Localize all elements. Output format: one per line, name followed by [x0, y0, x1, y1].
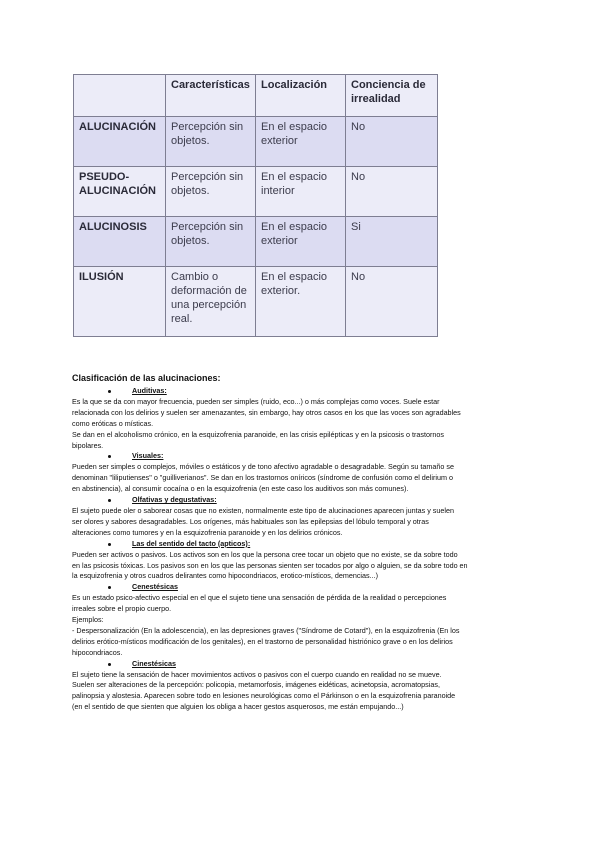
table-row-label: ALUCINOSIS [74, 217, 166, 267]
bullet-icon [108, 455, 111, 458]
subsection-label: Cinestésicas [132, 658, 176, 668]
list-item [72, 451, 532, 462]
paragraph-line: bipolares. [72, 440, 104, 450]
bullet-icon [108, 390, 111, 393]
table-cell: No [346, 117, 438, 167]
table-cell: En el espacio interior [256, 167, 346, 217]
table-row-label: ILUSIÓN [74, 267, 166, 337]
subsection-label: Visuales: [132, 451, 164, 461]
paragraph-line: palinopsia y alostesia. Aparecen sobre todo en lesiones neurológicas como el Párkinson o en la esquizofrenia paranoide [72, 691, 456, 701]
bullet-icon [108, 663, 111, 666]
paragraph-line: en las psicosis tóxicas. Los pasivos son en los que las personas sienten ser tocados por algo o alguien, se da sobre todo en [72, 560, 468, 570]
paragraph-line: alteraciones como tumores y en la esquizofrenia paranoide y en los delirios crónicos. [72, 527, 343, 537]
paragraph-line: Es la que se da con mayor frecuencia, pueden ser simples (ruido, eco...) o más complejas como voces. Suele estar [72, 396, 440, 406]
bullet-icon [108, 586, 111, 589]
paragraph-line: (en el sentido de que sienten que alguien los obliga a hacer gestos asquerosos, me están empujando...) [72, 702, 404, 712]
subsection-label: Las del sentido del tacto (apticos): [132, 538, 251, 548]
list-item [72, 659, 532, 670]
bullet-icon [108, 543, 111, 546]
subsection-label: Olfativas y degustativas: [132, 495, 217, 505]
paragraph-line: delirios erótico-místicos modificación de los genitales), en el trastorno de personalidad histriónico grave o en los delirios [72, 636, 453, 646]
paragraph-line: ser olores y sabores desagradables. Los orígenes, más habituales son las epilepsias del lóbulo temporal y otras [72, 516, 429, 526]
paragraph-line: Es un estado psico-afectivo especial en el que el sujeto tiene una sensación de pérdida de la realidad o percepciones [72, 593, 447, 603]
paragraph-line: Pueden ser activos o pasivos. Los activos son en los que la persona cree tocar un objeto que no existe, se da sobre todo [72, 549, 458, 559]
table-row-label: ALUCINACIÓN [74, 117, 166, 167]
paragraph-line: El sujeto puede oler o saborear cosas que no existen, normalmente este tipo de alucinaciones aparecen juntas y suelen [72, 505, 454, 515]
table-header-caracteristicas: Características [166, 75, 256, 117]
list-item [72, 495, 532, 506]
table-cell: En el espacio exterior [256, 117, 346, 167]
table-cell: Percepción sin objetos. [166, 217, 256, 267]
section-title: Clasificación de las alucinaciones: [72, 373, 221, 383]
bullet-icon [108, 499, 111, 502]
list-item [72, 386, 532, 397]
paragraph-line: relacionada con los delirios y suelen ser amenazantes, sin embargo, hay otros casos en los que las voces son agradables [72, 407, 461, 417]
subsection-label: Auditivas: [132, 386, 167, 395]
table-cell: En el espacio exterior [256, 217, 346, 267]
list-item [72, 539, 532, 550]
paragraph-line: Pueden ser simples o complejos, móviles o estáticos y de tono afectivo agradable o desagradable. Según su tamaño se [72, 462, 454, 472]
table-row-label: PSEUDO-ALUCINACIÓN [74, 167, 166, 217]
paragraph-line: la esquizofrenia y otros cuadros delirantes como hipocondriacos, erotico-místicos, demencias...) [72, 571, 379, 581]
table-header-conciencia: Conciencia de irrealidad [346, 75, 438, 117]
paragraph-line: como eróticas o místicas. [72, 418, 154, 428]
paragraph-line: - Despersonalización (En la adolescencia), en las depresiones graves ("Síndrome de Cotard"), en la esquizofrenia (En los [72, 625, 460, 635]
table-cell: No [346, 167, 438, 217]
table-cell: No [346, 267, 438, 337]
table-header-localizacion: Localización [256, 75, 346, 117]
table-cell: Cambio o deformación de una percepción real. [166, 267, 256, 337]
table-cell: Si [346, 217, 438, 267]
table-header-empty [74, 75, 166, 117]
list-item [72, 582, 532, 593]
paragraph-line: en abstinencia), al consumir cocaína o en la esquizofrenia (en este caso los auditivos son más comunes). [72, 484, 409, 494]
paragraph-line: irreales sobre el propio cuerpo. [72, 604, 172, 614]
table-cell: Percepción sin objetos. [166, 117, 256, 167]
table-cell: Percepción sin objetos. [166, 167, 256, 217]
paragraph-line: Suelen ser alteraciones de la percepción: policopia, metamorfosis, imágenes eidéticas, acinetopsia, acromatopsias, [72, 680, 440, 690]
paragraph-line: hipocondriacos. [72, 647, 123, 657]
table-cell: En el espacio exterior. [256, 267, 346, 337]
paragraph-line: denominan "liliputienses" o "guilliverianos". Se dan en los trastornos oníricos (síndrome de confusión como el delirium o [72, 473, 453, 483]
hallucination-comparison-table [73, 74, 438, 337]
paragraph-line: Ejemplos: [72, 615, 104, 625]
classification-body [72, 386, 532, 713]
paragraph-line: El sujeto tiene la sensación de hacer movimientos activos o pasivos con el cuerpo cuando en realidad no se mueve. [72, 669, 442, 679]
paragraph-line: Se dan en el alcoholismo crónico, en la esquizofrenia paranoide, en las crisis epilépticas y en la psicosis o trastornos [72, 429, 444, 439]
subsection-label: Cenestésicas [132, 582, 178, 592]
